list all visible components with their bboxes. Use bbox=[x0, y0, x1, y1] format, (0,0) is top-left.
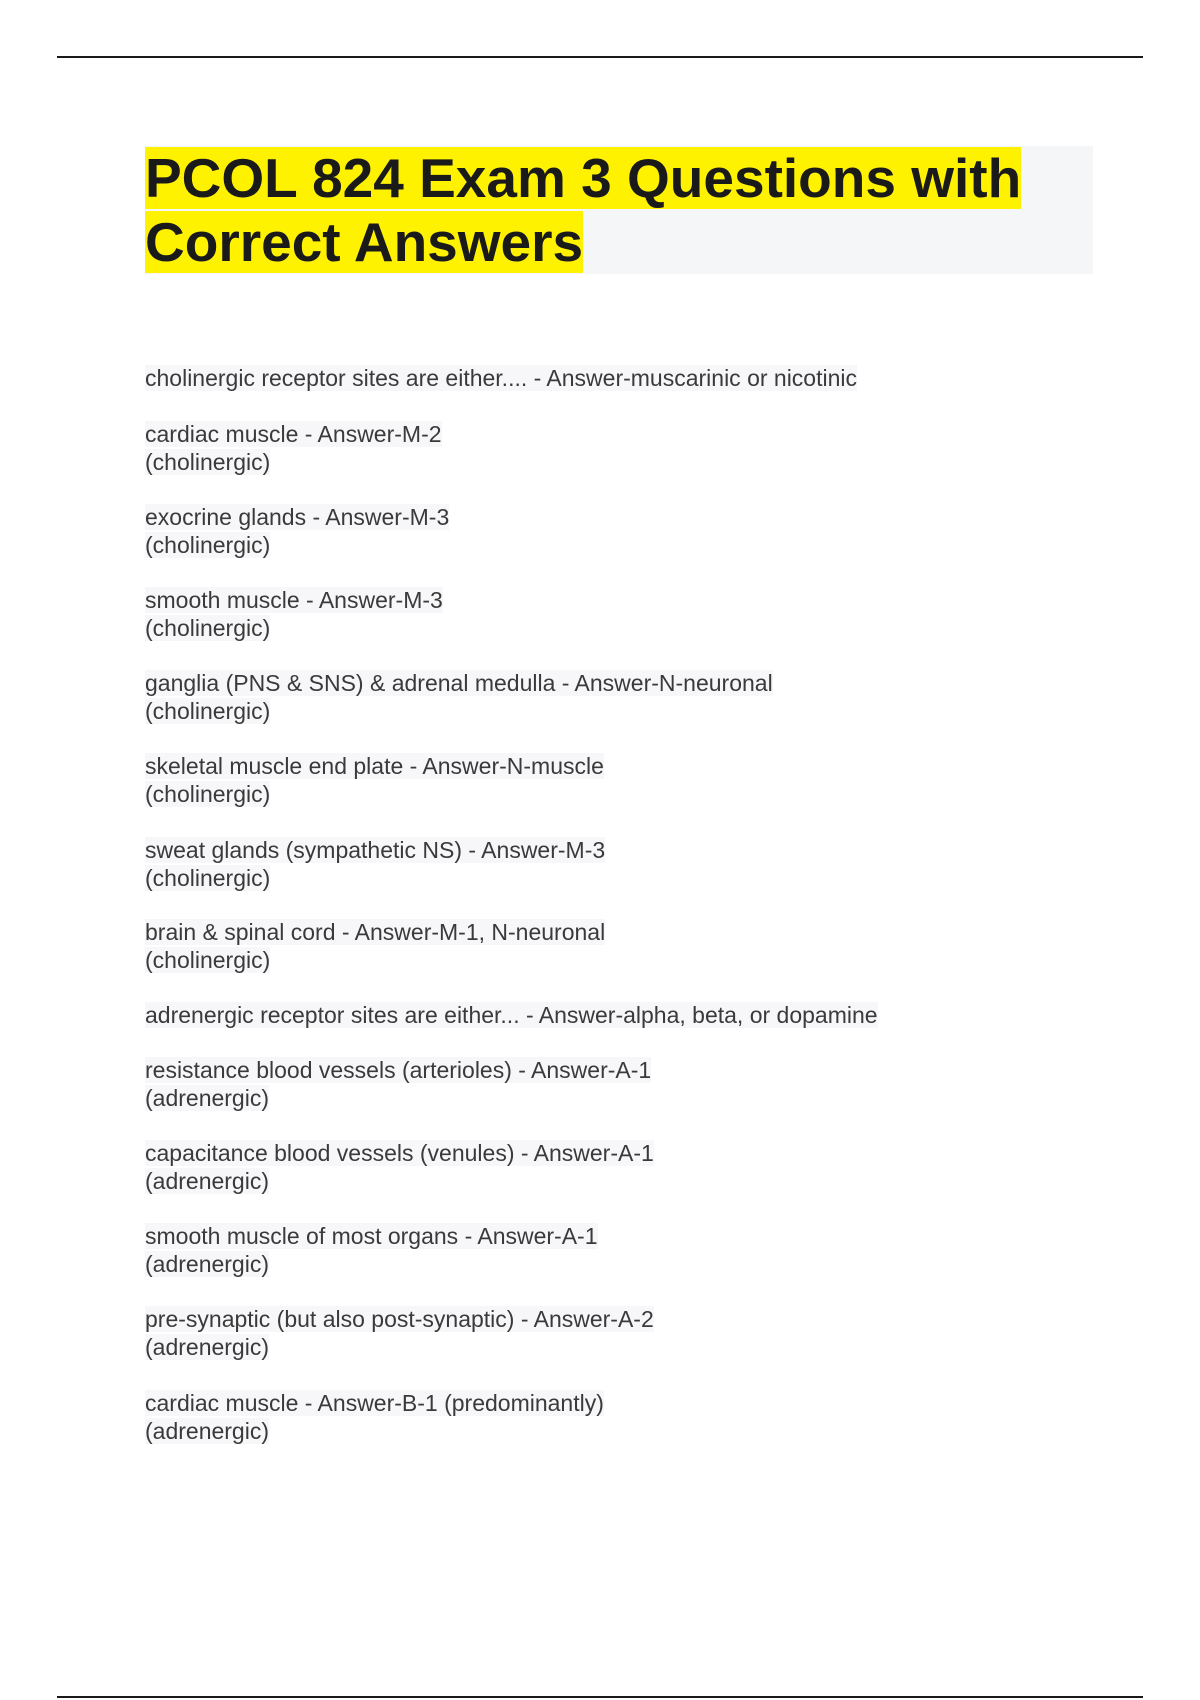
qa-item bbox=[145, 420, 442, 476]
qa-question: capacitance blood vessels (venules) - Answer-A-1 bbox=[145, 1140, 654, 1166]
qa-category: (adrenergic) bbox=[145, 1334, 269, 1360]
qa-category: (cholinergic) bbox=[145, 615, 271, 641]
title-line-2: Correct Answers bbox=[145, 211, 584, 273]
qa-item bbox=[145, 1056, 651, 1112]
qa-item bbox=[145, 586, 443, 642]
qa-item bbox=[145, 752, 604, 808]
qa-question: ganglia (PNS & SNS) & adrenal medulla - Answer-N-neuronal bbox=[145, 670, 773, 696]
qa-question: cholinergic receptor sites are either.... - Answer-muscarinic or nicotinic bbox=[145, 365, 858, 391]
qa-question: resistance blood vessels (arterioles) - Answer-A-1 bbox=[145, 1057, 652, 1083]
bottom-divider bbox=[57, 1696, 1143, 1698]
qa-item bbox=[145, 836, 605, 892]
qa-question: exocrine glands - Answer-M-3 bbox=[145, 504, 450, 530]
page-title bbox=[145, 146, 1093, 274]
title-block bbox=[145, 146, 1093, 274]
qa-question: pre-synaptic (but also post-synaptic) - Answer-A-2 bbox=[145, 1306, 654, 1332]
qa-category: (cholinergic) bbox=[145, 698, 271, 724]
qa-question: smooth muscle - Answer-M-3 bbox=[145, 587, 443, 613]
qa-item bbox=[145, 364, 857, 392]
qa-item bbox=[145, 669, 773, 725]
qa-category: (adrenergic) bbox=[145, 1168, 269, 1194]
qa-item bbox=[145, 1222, 598, 1278]
qa-question: adrenergic receptor sites are either... - Answer-alpha, beta, or dopamine bbox=[145, 1002, 878, 1028]
qa-category: (cholinergic) bbox=[145, 532, 271, 558]
qa-question: cardiac muscle - Answer-M-2 bbox=[145, 421, 442, 447]
qa-question: cardiac muscle - Answer-B-1 (predominantly) bbox=[145, 1390, 604, 1416]
qa-question: smooth muscle of most organs - Answer-A-1 bbox=[145, 1223, 598, 1249]
qa-category: (adrenergic) bbox=[145, 1251, 269, 1277]
qa-question: skeletal muscle end plate - Answer-N-muscle bbox=[145, 753, 604, 779]
qa-item bbox=[145, 1139, 654, 1195]
qa-category: (cholinergic) bbox=[145, 947, 271, 973]
qa-question: sweat glands (sympathetic NS) - Answer-M-3 bbox=[145, 837, 606, 863]
qa-category: (cholinergic) bbox=[145, 449, 271, 475]
qa-item bbox=[145, 503, 449, 559]
qa-item bbox=[145, 1389, 604, 1445]
qa-category: (adrenergic) bbox=[145, 1418, 269, 1444]
qa-category: (adrenergic) bbox=[145, 1085, 269, 1111]
qa-question: brain & spinal cord - Answer-M-1, N-neuronal bbox=[145, 919, 606, 945]
qa-item bbox=[145, 918, 605, 974]
qa-category: (cholinergic) bbox=[145, 865, 271, 891]
title-line-1: PCOL 824 Exam 3 Questions with bbox=[145, 147, 1022, 209]
top-divider bbox=[57, 56, 1143, 58]
qa-item bbox=[145, 1001, 878, 1029]
qa-category: (cholinergic) bbox=[145, 781, 271, 807]
qa-item bbox=[145, 1305, 654, 1361]
